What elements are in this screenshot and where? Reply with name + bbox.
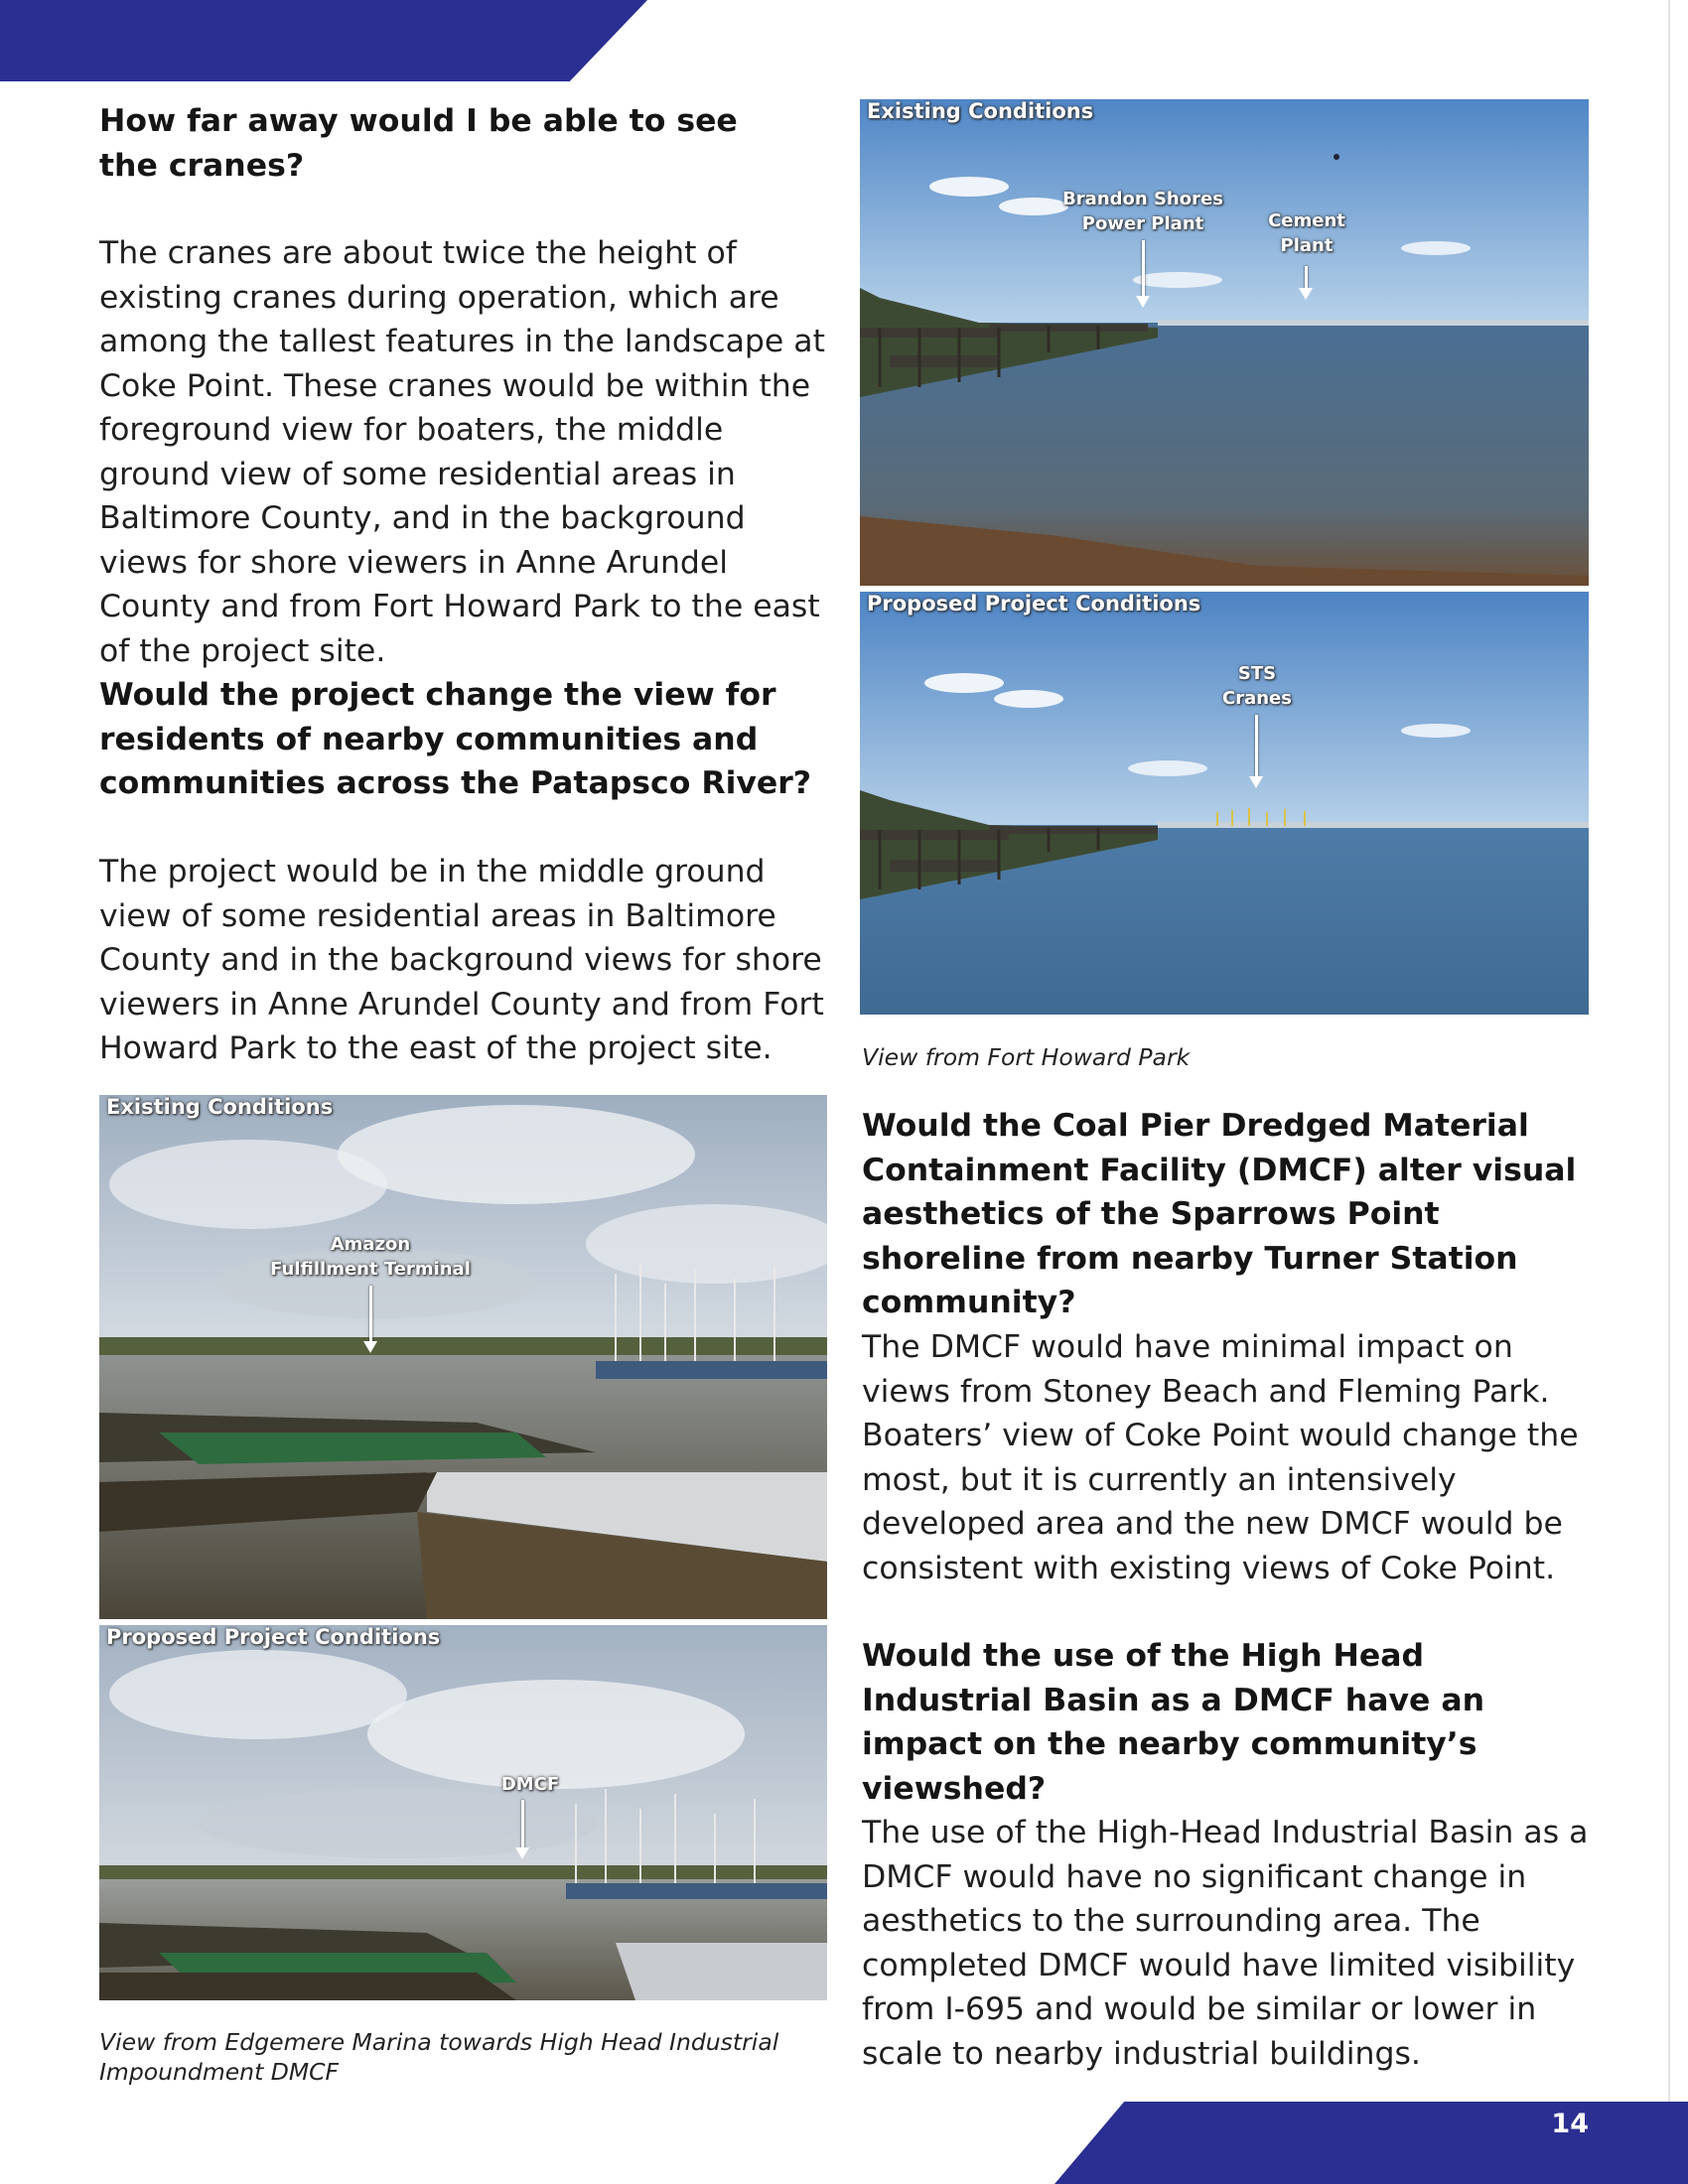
photo-edgemere-existing (99, 1095, 827, 1619)
caption-fort-howard: View from Fort Howard Park (862, 1043, 1191, 1071)
callout-arrow (1142, 240, 1145, 298)
answer-coal-pier-dmcf: The DMCF would have minimal impact on views from Stoney Beach and Fleming Park. Boaters’ view of Coke Point would change the most, but it is currently an intensively developed area and the new DMCF would be consistent with existing views of Coke Point. (862, 1329, 1579, 1586)
page-edge-rule (1668, 0, 1670, 2102)
photo-edgemere-existing-image (99, 1095, 827, 1619)
page-number: 14 (1551, 2109, 1589, 2139)
answer-community-view: The project would be in the middle ground view of some residential areas in Baltimore County and in the background views for shore viewers in Anne Arundel County and from Fort Howard Park to the east of the project site. (99, 854, 824, 1066)
answer-high-head-basin: The use of the High-Head Industrial Basin as a DMCF would have no significant change in aesthetics to the surrounding area. The completed DMCF would have limited visibility from I-695 and would be similar or lower in scale to nearby industrial buildings. (862, 1815, 1589, 2072)
photo-fort-howard-proposed-image (860, 592, 1589, 1015)
callout-amazon-terminal: Amazon Fulfillment Terminal (270, 1234, 471, 1280)
photo-fort-howard-existing-image (860, 99, 1589, 586)
callout-arrow (521, 1800, 524, 1849)
callout-arrow (1255, 715, 1258, 778)
photo-label: Existing Conditions (106, 1095, 334, 1119)
callout-arrow (1305, 266, 1308, 290)
callout-cement-plant: Cement Plant (1268, 210, 1345, 256)
answer-cranes-distance: The cranes are about twice the height of existing cranes during operation, which are among the tallest features in the landscape at Coke Point. These cranes would be within the foreground view for boaters, the middle ground view of some residential areas in Baltimore County, and in the background views for shore viewers in Anne Arundel County and from Fort Howard Park to the east of the project site. (99, 235, 825, 669)
photo-fort-howard-existing (860, 99, 1589, 586)
photo-fort-howard-proposed (860, 592, 1589, 1015)
callout-dmcf: DMCF (500, 1774, 560, 1795)
callout-arrow (369, 1286, 372, 1343)
question-heading-high-head-basin: Would the use of the High Head Industrial Basin as a DMCF have an impact on the nearby community’s viewshed? (862, 1638, 1485, 1807)
bottom-banner (1055, 2102, 1688, 2184)
callout-sts-cranes: STS Cranes (1222, 663, 1292, 709)
caption-edgemere: View from Edgemere Marina towards High Head Industrial Impoundment DMCF (99, 2028, 779, 2086)
question-heading-community-view: Would the project change the view for residents of nearby communities and communities across the Patapsco River? (99, 677, 812, 801)
question-heading-cranes-distance: How far away would I be able to see the cranes? (99, 103, 738, 184)
question-heading-coal-pier-dmcf: Would the Coal Pier Dredged Material Containment Facility (DMCF) alter visual aesthetics of the Sparrows Point shoreline from nearby Turner Station community? (862, 1108, 1577, 1320)
photo-label: Proposed Project Conditions (867, 592, 1201, 615)
photo-edgemere-proposed-image (99, 1625, 827, 2000)
top-banner (0, 0, 647, 81)
photo-label: Proposed Project Conditions (106, 1625, 441, 1649)
callout-brandon-shores: Brandon Shores Power Plant (1062, 189, 1223, 234)
photo-label: Existing Conditions (867, 99, 1094, 123)
photo-edgemere-proposed (99, 1625, 827, 2000)
